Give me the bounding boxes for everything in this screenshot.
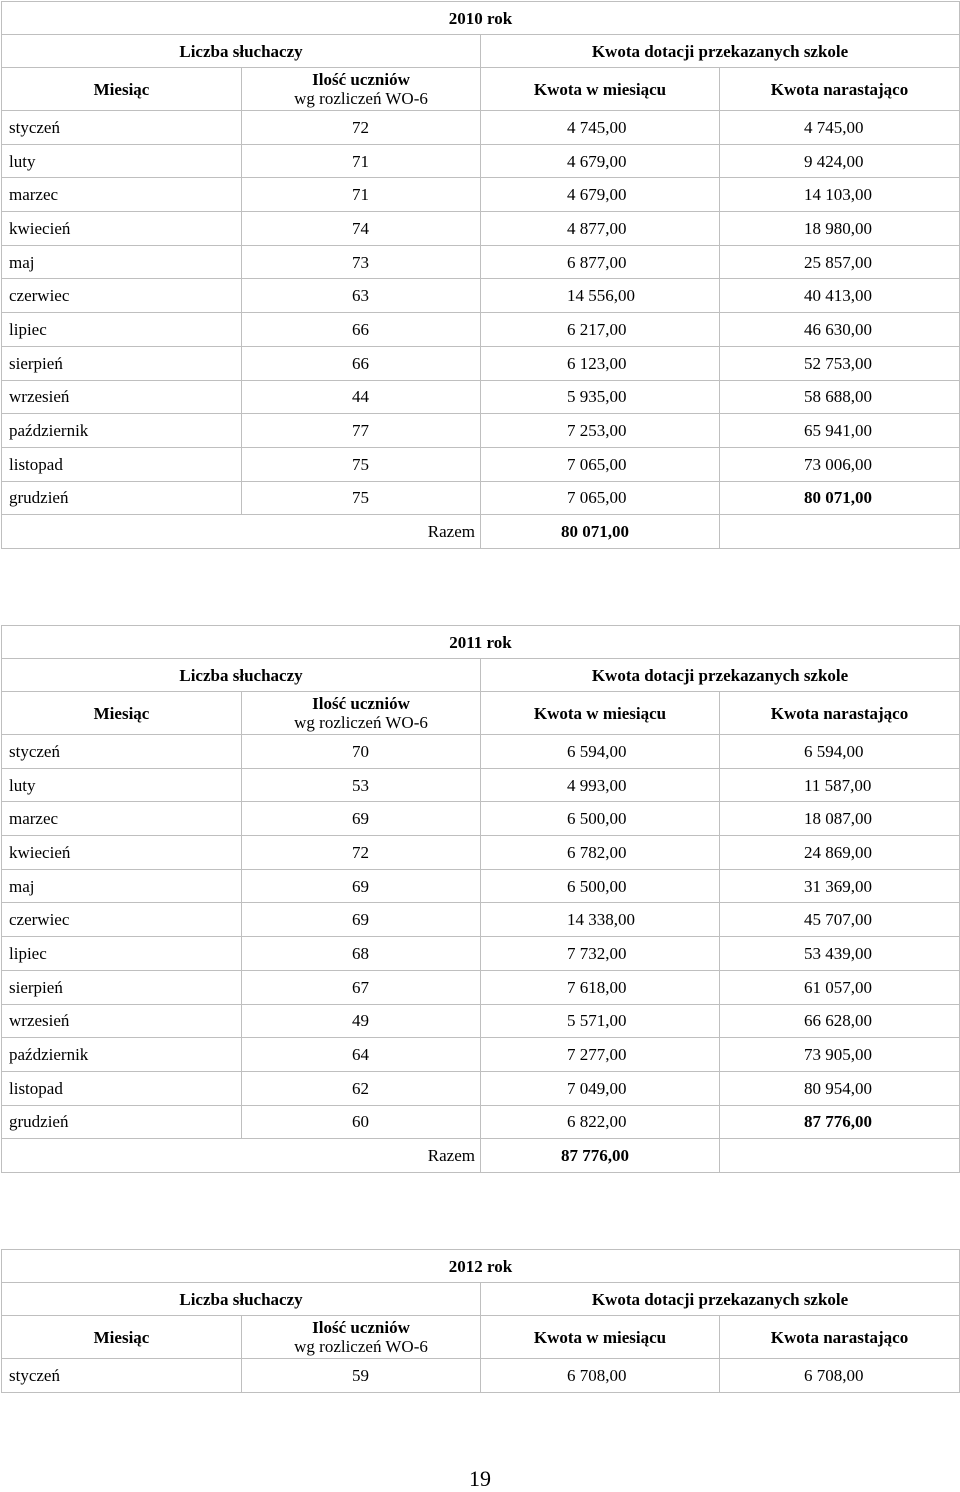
razem-value: 80 071,00 [481, 515, 720, 549]
month-cell: styczeń [2, 735, 242, 769]
razem-label: Razem [2, 515, 481, 549]
table-2011 [1, 625, 960, 1173]
students-cell: 44 [242, 380, 481, 414]
table-row [2, 380, 960, 414]
table-row [2, 836, 960, 870]
month-cell: styczeń [2, 111, 242, 145]
kwota-dotacji-header: Kwota dotacji przekazanych szkole [481, 1283, 960, 1316]
month-cell: październik [2, 414, 242, 448]
table-row [2, 903, 960, 937]
students-cell: 75 [242, 447, 481, 481]
students-cell: 69 [242, 802, 481, 836]
kwota-w-miesiacu-header: Kwota w miesiącu [481, 692, 720, 735]
month-cell: grudzień [2, 481, 242, 515]
cumulative-cell: 31 369,00 [720, 869, 960, 903]
month-cell: lipiec [2, 313, 242, 347]
cumulative-cell: 73 006,00 [720, 447, 960, 481]
ilosc-uczniow-label: Ilość uczniów [312, 694, 410, 713]
students-cell: 62 [242, 1071, 481, 1105]
cumulative-cell: 25 857,00 [720, 245, 960, 279]
cumulative-cell: 61 057,00 [720, 970, 960, 1004]
month-cell: luty [2, 768, 242, 802]
year-title: 2011 rok [2, 626, 960, 659]
monthly-cell: 5 571,00 [481, 1004, 720, 1038]
table-row [2, 245, 960, 279]
month-cell: lipiec [2, 937, 242, 971]
ilosc-uczniow-label: Ilość uczniów [312, 1318, 410, 1337]
cumulative-cell: 4 745,00 [720, 111, 960, 145]
monthly-cell: 6 594,00 [481, 735, 720, 769]
monthly-cell: 5 935,00 [481, 380, 720, 414]
wg-rozliczen-label: wg rozliczeń WO-6 [294, 713, 428, 732]
cumulative-cell: 24 869,00 [720, 836, 960, 870]
cumulative-cell: 9 424,00 [720, 144, 960, 178]
students-cell: 72 [242, 836, 481, 870]
month-cell: sierpień [2, 346, 242, 380]
monthly-cell: 4 993,00 [481, 768, 720, 802]
kwota-narastajaco-header: Kwota narastająco [720, 1316, 960, 1359]
table-row [2, 346, 960, 380]
year-title: 2010 rok [2, 2, 960, 35]
cumulative-cell: 53 439,00 [720, 937, 960, 971]
monthly-cell: 6 822,00 [481, 1105, 720, 1139]
liczba-sluchaczy-header: Liczba słuchaczy [2, 1283, 481, 1316]
ilosc-uczniow-label: Ilość uczniów [312, 70, 410, 89]
kwota-narastajaco-header: Kwota narastająco [720, 68, 960, 111]
month-cell: marzec [2, 178, 242, 212]
table-row [2, 1105, 960, 1139]
table-row [2, 1071, 960, 1105]
month-cell: grudzień [2, 1105, 242, 1139]
monthly-cell: 7 049,00 [481, 1071, 720, 1105]
empty-cell [720, 1139, 960, 1173]
monthly-cell: 7 277,00 [481, 1038, 720, 1072]
monthly-cell: 6 708,00 [481, 1359, 720, 1393]
cumulative-cell: 18 980,00 [720, 212, 960, 246]
monthly-cell: 7 618,00 [481, 970, 720, 1004]
month-cell: styczeń [2, 1359, 242, 1393]
students-cell: 69 [242, 903, 481, 937]
monthly-cell: 14 556,00 [481, 279, 720, 313]
page-number: 19 [469, 1466, 491, 1491]
table-row [2, 735, 960, 769]
table-row [2, 937, 960, 971]
month-cell: kwiecień [2, 212, 242, 246]
table-row [2, 1004, 960, 1038]
students-cell: 63 [242, 279, 481, 313]
students-cell: 67 [242, 970, 481, 1004]
table-row [2, 178, 960, 212]
cumulative-cell: 6 708,00 [720, 1359, 960, 1393]
miesiac-header: Miesiąc [2, 68, 242, 111]
table-row [2, 802, 960, 836]
students-cell: 64 [242, 1038, 481, 1072]
table-2012 [1, 1249, 960, 1393]
wg-rozliczen-label: wg rozliczeń WO-6 [294, 1337, 428, 1356]
cumulative-cell: 80 954,00 [720, 1071, 960, 1105]
cumulative-cell: 46 630,00 [720, 313, 960, 347]
liczba-sluchaczy-header: Liczba słuchaczy [2, 35, 481, 68]
cumulative-cell: 18 087,00 [720, 802, 960, 836]
table-row [2, 768, 960, 802]
students-cell: 66 [242, 313, 481, 347]
cumulative-cell: 66 628,00 [720, 1004, 960, 1038]
month-cell: maj [2, 869, 242, 903]
month-cell: kwiecień [2, 836, 242, 870]
monthly-cell: 4 877,00 [481, 212, 720, 246]
students-cell: 72 [242, 111, 481, 145]
razem-value: 87 776,00 [481, 1139, 720, 1173]
cumulative-cell: 65 941,00 [720, 414, 960, 448]
cumulative-cell: 6 594,00 [720, 735, 960, 769]
cumulative-cell: 73 905,00 [720, 1038, 960, 1072]
wg-rozliczen-label: wg rozliczeń WO-6 [294, 89, 428, 108]
monthly-cell: 4 679,00 [481, 178, 720, 212]
monthly-cell: 6 500,00 [481, 869, 720, 903]
students-cell: 53 [242, 768, 481, 802]
table-row [2, 869, 960, 903]
monthly-cell: 4 745,00 [481, 111, 720, 145]
month-cell: czerwiec [2, 903, 242, 937]
table-row [2, 970, 960, 1004]
cumulative-cell: 45 707,00 [720, 903, 960, 937]
students-cell: 74 [242, 212, 481, 246]
razem-label: Razem [2, 1139, 481, 1173]
month-cell: sierpień [2, 970, 242, 1004]
ilosc-uczniow-header [242, 68, 481, 111]
cumulative-cell: 40 413,00 [720, 279, 960, 313]
month-cell: maj [2, 245, 242, 279]
month-cell: wrzesień [2, 1004, 242, 1038]
kwota-dotacji-header: Kwota dotacji przekazanych szkole [481, 35, 960, 68]
students-cell: 49 [242, 1004, 481, 1038]
students-cell: 60 [242, 1105, 481, 1139]
table-2012-block [0, 1249, 960, 1393]
kwota-dotacji-header: Kwota dotacji przekazanych szkole [481, 659, 960, 692]
miesiac-header: Miesiąc [2, 1316, 242, 1359]
table-row [2, 481, 960, 515]
students-cell: 71 [242, 144, 481, 178]
ilosc-uczniow-header [242, 1316, 481, 1359]
razem-row [2, 1139, 960, 1173]
empty-cell [720, 515, 960, 549]
monthly-cell: 7 253,00 [481, 414, 720, 448]
monthly-cell: 6 500,00 [481, 802, 720, 836]
cumulative-cell: 14 103,00 [720, 178, 960, 212]
monthly-cell: 7 732,00 [481, 937, 720, 971]
cumulative-cell: 58 688,00 [720, 380, 960, 414]
month-cell: luty [2, 144, 242, 178]
liczba-sluchaczy-header: Liczba słuchaczy [2, 659, 481, 692]
students-cell: 68 [242, 937, 481, 971]
students-cell: 69 [242, 869, 481, 903]
kwota-w-miesiacu-header: Kwota w miesiącu [481, 68, 720, 111]
month-cell: listopad [2, 447, 242, 481]
table-2010-block [0, 1, 960, 549]
table-row [2, 414, 960, 448]
monthly-cell: 6 877,00 [481, 245, 720, 279]
cumulative-cell: 80 071,00 [720, 481, 960, 515]
ilosc-uczniow-header [242, 692, 481, 735]
month-cell: listopad [2, 1071, 242, 1105]
students-cell: 73 [242, 245, 481, 279]
razem-row [2, 515, 960, 549]
monthly-cell: 14 338,00 [481, 903, 720, 937]
students-cell: 66 [242, 346, 481, 380]
miesiac-header: Miesiąc [2, 692, 242, 735]
students-cell: 77 [242, 414, 481, 448]
monthly-cell: 6 123,00 [481, 346, 720, 380]
month-cell: październik [2, 1038, 242, 1072]
table-2010 [1, 1, 960, 549]
table-row [2, 447, 960, 481]
cumulative-cell: 52 753,00 [720, 346, 960, 380]
students-cell: 59 [242, 1359, 481, 1393]
monthly-cell: 7 065,00 [481, 481, 720, 515]
table-row [2, 1038, 960, 1072]
table-row [2, 313, 960, 347]
kwota-narastajaco-header: Kwota narastająco [720, 692, 960, 735]
table-row [2, 212, 960, 246]
monthly-cell: 6 782,00 [481, 836, 720, 870]
monthly-cell: 6 217,00 [481, 313, 720, 347]
cumulative-cell: 11 587,00 [720, 768, 960, 802]
students-cell: 75 [242, 481, 481, 515]
cumulative-cell: 87 776,00 [720, 1105, 960, 1139]
month-cell: marzec [2, 802, 242, 836]
monthly-cell: 4 679,00 [481, 144, 720, 178]
table-2011-block [0, 625, 960, 1173]
kwota-w-miesiacu-header: Kwota w miesiącu [481, 1316, 720, 1359]
students-cell: 70 [242, 735, 481, 769]
table-row [2, 1359, 960, 1393]
year-title: 2012 rok [2, 1250, 960, 1283]
table-row [2, 111, 960, 145]
month-cell: wrzesień [2, 380, 242, 414]
monthly-cell: 7 065,00 [481, 447, 720, 481]
students-cell: 71 [242, 178, 481, 212]
table-row [2, 144, 960, 178]
table-row [2, 279, 960, 313]
month-cell: czerwiec [2, 279, 242, 313]
